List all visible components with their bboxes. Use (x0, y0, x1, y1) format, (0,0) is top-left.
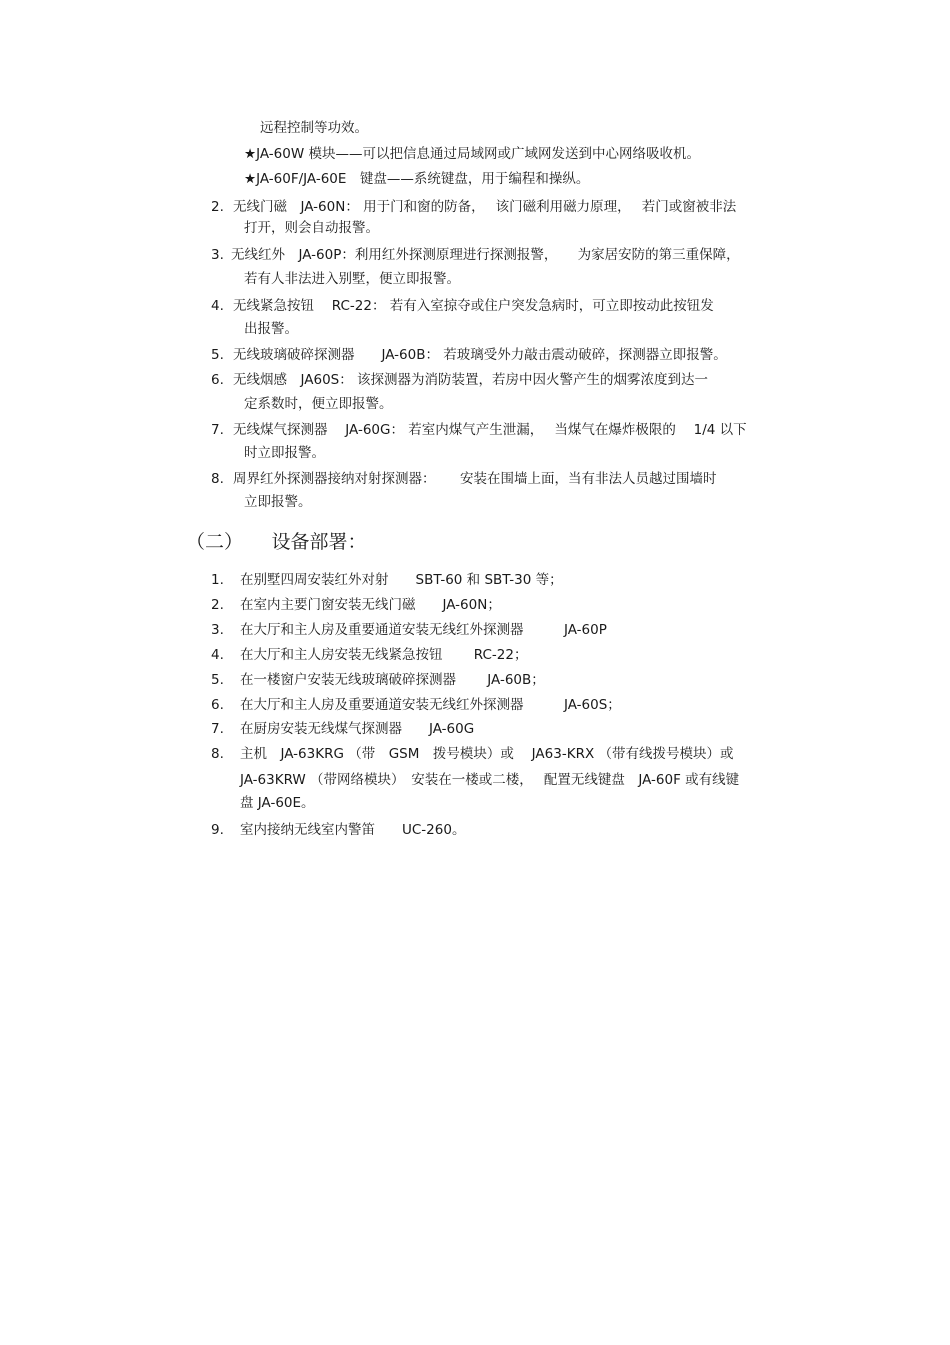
list1-item-6-line2: 定系数时，便立即报警。 (244, 396, 393, 412)
list2-num-6: 6. (211, 697, 224, 713)
list1-item-4-line2: 出报警。 (244, 321, 298, 337)
list1-item-3-line1: 无线红外 JA-60P：利用红外探测原理进行探测报警， 为家居安防的第三重保障， (231, 247, 740, 263)
list1-num-6: 6. (211, 372, 224, 388)
list2-num-4: 4. (211, 647, 224, 663)
list2-num-3: 3. (211, 622, 224, 638)
list1-item-5-line1: 无线玻璃破碎探测器 JA-60B： 若玻璃受外力敲击震动破碎，探测器立即报警。 (233, 347, 727, 363)
list2-item-6: 在大厅和主人房及重要通道安装无线红外探测器 JA-60S； (240, 697, 621, 713)
list1-num-7: 7. (211, 422, 224, 438)
list1-item-8-line2: 立即报警。 (244, 494, 312, 510)
list2-item-1: 在别墅四周安装红外对射 SBT-60 和 SBT-30 等； (240, 572, 563, 588)
list1-num-4: 4. (211, 298, 224, 314)
list1-num-5: 5. (211, 347, 224, 363)
list1-num-2: 2. (211, 199, 224, 215)
list2-item-8-line1: 主机 JA-63KRG （带 GSM 拨号模块）或 JA63-KRX （带有线拨号模块）或 (240, 746, 734, 762)
list1-item-2-line2: 打开，则会自动报警。 (244, 220, 379, 236)
list1-item-7-line1: 无线煤气探测器 JA-60G： 若室内煤气产生泄漏， 当煤气在爆炸极限的 1/4 以下 (233, 422, 747, 438)
list2-item-4: 在大厅和主人房安装无线紧急按钮 RC-22； (240, 647, 528, 663)
list2-num-1: 1. (211, 572, 224, 588)
list2-num-5: 5. (211, 672, 224, 688)
list1-item-4-line1: 无线紧急按钮 RC-22： 若有入室掠夺或住户突发急病时，可立即按动此按钮发 (233, 298, 714, 314)
star-item-ja60w: ★JA-60W 模块——可以把信息通过局域网或广域网发送到中心网络吸收机。 (244, 146, 700, 162)
list1-item-2-line1: 无线门磁 JA-60N： 用于门和窗的防备， 该门磁利用磁力原理， 若门或窗被非法 (233, 199, 737, 215)
star-item-ja60f: ★JA-60F/JA-60E 键盘——系统键盘，用于编程和操纵。 (244, 171, 590, 187)
list1-item-6-line1: 无线烟感 JA60S： 该探测器为消防装置，若房中因火警产生的烟雾浓度到达一 (233, 372, 709, 388)
list2-item-2: 在室内主要门窗安装无线门磁 JA-60N； (240, 597, 501, 613)
list1-num-3: 3. (211, 247, 224, 263)
list1-item-3-line2: 若有人非法进入别墅，便立即报警。 (244, 271, 460, 287)
list1-item-7-line2: 时立即报警。 (244, 445, 325, 461)
list2-num-9: 9. (211, 822, 224, 838)
list2-item-9: 室内接纳无线室内警笛 UC-260。 (240, 822, 466, 838)
list2-num-2: 2. (211, 597, 224, 613)
intro-continuation: 远程控制等功效。 (260, 120, 368, 136)
list2-item-5: 在一楼窗户安装无线玻璃破碎探测器 JA-60B； (240, 672, 545, 688)
list1-item-8-line1: 周界红外探测器接纳对射探测器： 安装在围墙上面，当有非法人员越过围墙时 (233, 471, 717, 487)
list2-item-7: 在厨房安装无线煤气探测器 JA-60G (240, 721, 475, 737)
list2-item-8-line3: 盘 JA-60E。 (240, 795, 315, 811)
list2-num-8: 8. (211, 746, 224, 762)
list2-item-8-line2: JA-63KRW （带网络模块） 安装在一楼或二楼， 配置无线键盘 JA-60F 或有线键 (240, 772, 740, 788)
list2-num-7: 7. (211, 721, 224, 737)
section-heading-deployment: （二） 设备部署： (186, 531, 367, 553)
list2-item-3: 在大厅和主人房及重要通道安装无线红外探测器 JA-60P (240, 622, 607, 638)
list1-num-8: 8. (211, 471, 224, 487)
